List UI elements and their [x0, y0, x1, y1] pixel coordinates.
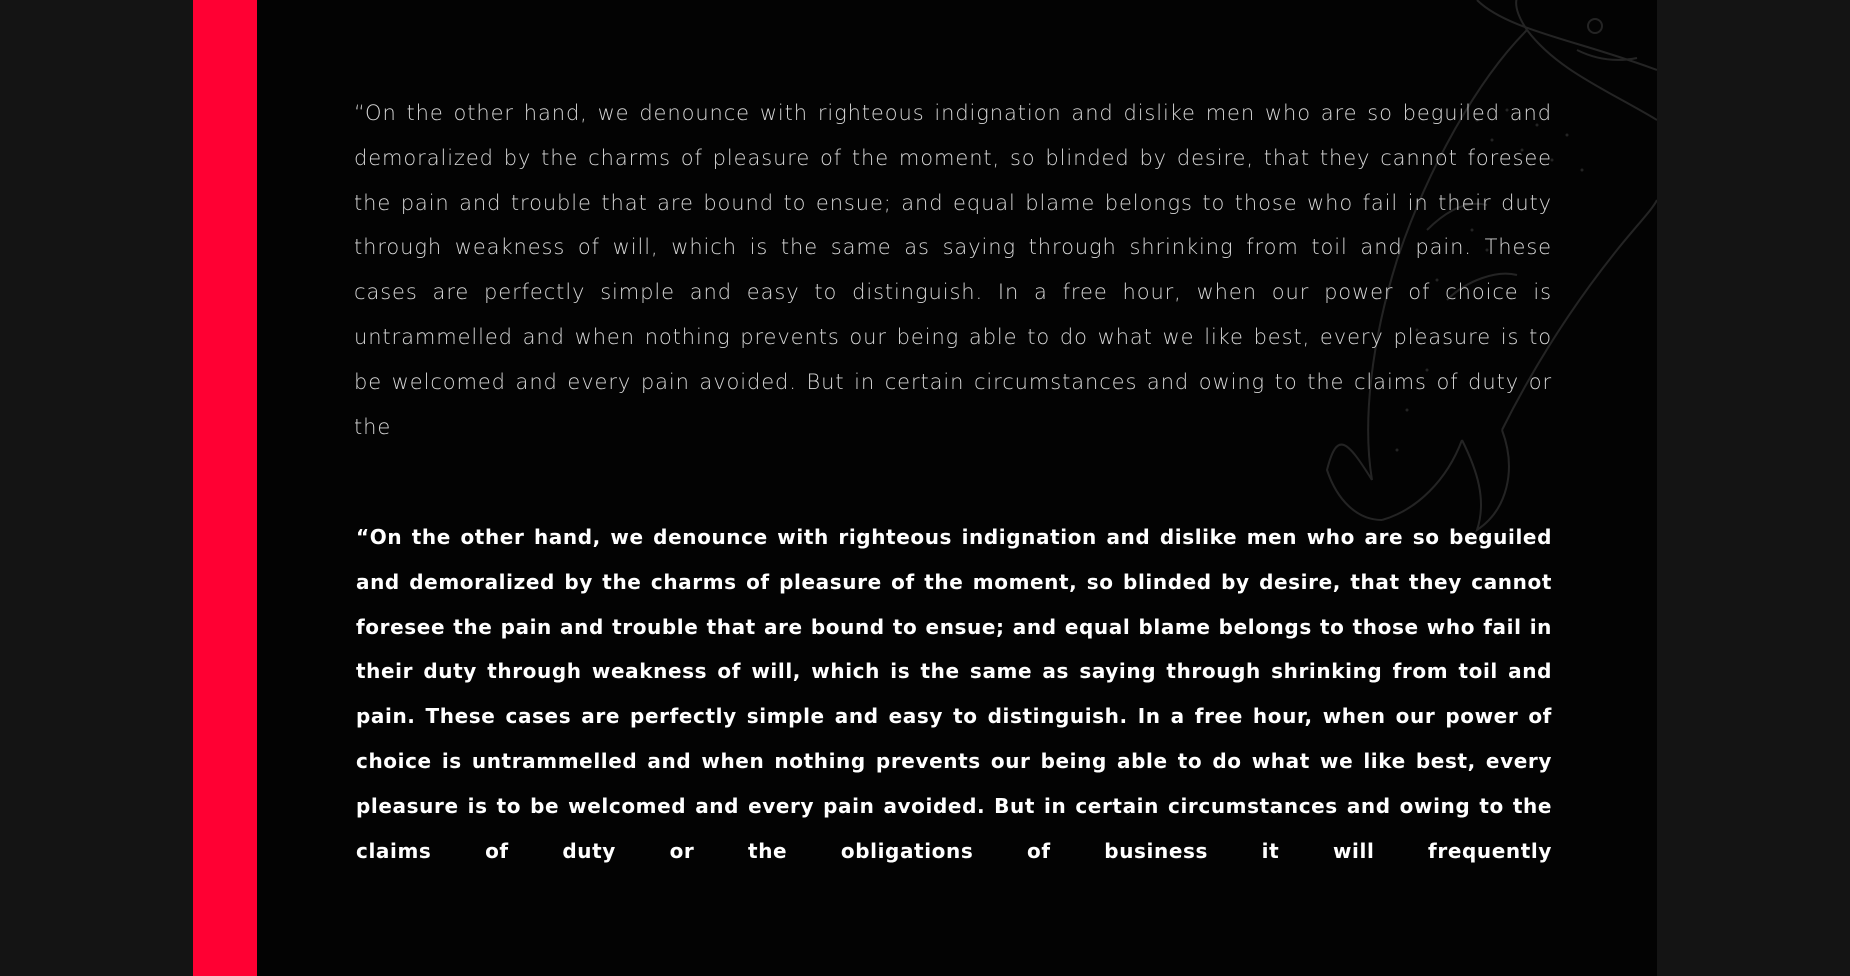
- accent-bar: [193, 0, 257, 976]
- body-paragraph-bold: “On the other hand, we denounce with righteous indignation and dislike men who are so beguiled and demoralized by the charms of pleasure of the moment, so blinded by desire, that they cannot foresee the pain and trouble that are bound to ensue; and equal blame belongs to those who fail in their duty through weakness of will, which is the same as saying through shrinking from toil and pain. These cases are perfectly simple and easy to distinguish. In a free hour, when our power of choice is untrammelled and when nothing prevents our being able to do what we like best, every pleasure is to be welcomed and every pain avoided. But in certain circumstances and owing to the claims of duty or the obligations of business it will frequently: [356, 525, 1552, 863]
- body-paragraph-light: “On the other hand, we denounce with righteous indignation and dislike men who are so beguiled and demoralized by the charms of pleasure of the moment, so blinded by desire, that they cannot foresee the pain and trouble that are bound to ensue; and equal blame belongs to those who fail in their duty through weakness of will, which is the same as saying through shrinking from toil and pain. These cases are perfectly simple and easy to distinguish. In a free hour, when our power of choice is untrammelled and when nothing prevents our being able to do what we like best, every pleasure is to be welcomed and every pain avoided. But in certain circumstances and owing to the claims of duty or the: [354, 101, 1552, 439]
- page-panel: [193, 0, 1657, 976]
